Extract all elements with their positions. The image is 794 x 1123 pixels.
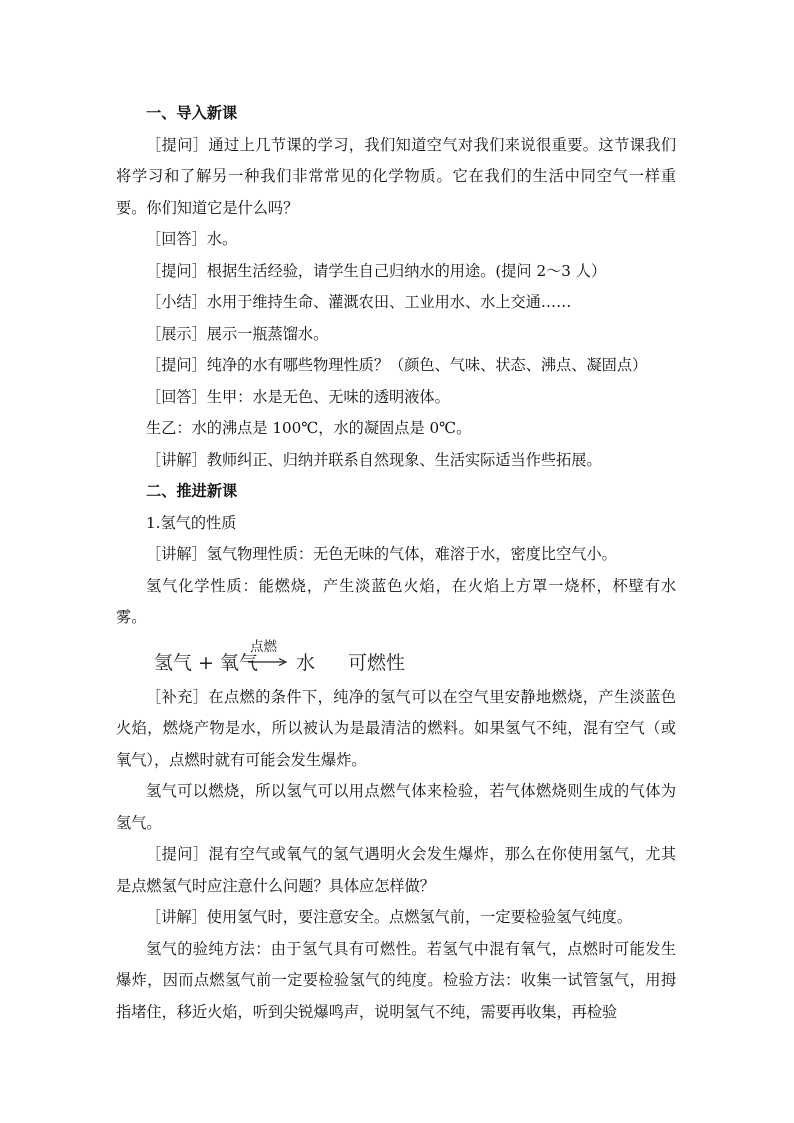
paragraph-test-method: 氢气可以燃烧，所以氢气可以用点燃气体来检验，若气体燃烧则生成的气体为氢气。 xyxy=(116,782,676,832)
paragraph-explain-3: ［讲解］使用氢气时，要注意安全。点燃氢气前，一定要检验氢气纯度。 xyxy=(146,908,632,926)
combustion-equation xyxy=(116,636,676,682)
paragraph-purity-test: 氢气的验纯方法：由于氢气具有可燃性。若氢气中混有氧气，点燃时可能发生爆炸，因而点燃氢气前一定要检验氢气的纯度。检验方法：收集一试管氢气，用拇指堵住，移近火焰，听到尖锐爆鸣声，说明氢气不纯，需要再收集，再检验 xyxy=(116,939,676,1021)
subheading-hydrogen-properties: 1.氢气的性质 xyxy=(146,513,237,532)
paragraph-answer-1: ［回答］水。 xyxy=(146,230,238,248)
section-heading-2: 二、推进新课 xyxy=(146,482,238,500)
right-arrow-icon xyxy=(248,657,288,667)
paragraph-question-4: ［提问］混有空气或氧气的氢气遇明火会发生爆炸，那么在你使用氢气，尤其是点燃氢气时应注意什么问题？具体应怎样做？ xyxy=(116,845,676,895)
paragraph-explain-2: ［讲解］氢气物理性质：无色无味的气体，难溶于水，密度比空气小。 xyxy=(146,545,617,563)
paragraph-answer-3: 生乙：水的沸点是 100℃，水的凝固点是 0℃。 xyxy=(146,419,472,437)
document-body xyxy=(116,98,676,1028)
paragraph-explain-1: ［讲解］教师纠正、归纳并联系自然现象、生活实际适当作些拓展。 xyxy=(146,450,602,469)
paragraph-chemical-properties: 氢气化学性质：能燃烧，产生淡蓝色火焰，在火焰上方罩一烧杯，杯壁有水雾。 xyxy=(116,576,676,626)
equation-product: 水 xyxy=(296,651,316,674)
section-heading-1: 一、导入新课 xyxy=(146,104,238,122)
equation-note: 可燃性 xyxy=(348,651,406,674)
paragraph-show-1: ［展示］展示一瓶蒸馏水。 xyxy=(146,324,329,343)
paragraph-summary-1: ［小结］水用于维持生命、灌溉农田、工业用水、水上交通…… xyxy=(146,293,572,311)
paragraph-question-2: ［提问］根据生活经验，请学生自己归纳水的用途。(提问 2～3 人） xyxy=(146,261,607,280)
paragraph-question-3: ［提问］纯净的水有哪些物理性质？（颜色、气味、状态、沸点、凝固点） xyxy=(146,356,648,374)
equation-condition: 点燃 xyxy=(250,638,277,655)
paragraph-question-1: ［提问］通过上几节课的学习，我们知道空气对我们来说很重要。这节课我们将学习和了解另一种我们非常常见的化学物质。它在我们的生活中同空气一样重要。你们知道它是什么吗？ xyxy=(116,135,676,217)
equation-arrow-group xyxy=(248,640,288,676)
paragraph-answer-2: ［回答］生甲：水是无色、无味的透明液体。 xyxy=(146,387,450,406)
equation-reactants: 氢气 + 氧气 xyxy=(154,651,258,674)
paragraph-supplement-1: ［补充］在点燃的条件下，纯净的氢气可以在空气里安静地燃烧，产生淡蓝色火焰，燃烧产物是水，所以被认为是最清洁的燃料。如果氢气不纯，混有空气（或氧气），点燃时就有可能会发生爆炸。 xyxy=(116,687,676,769)
